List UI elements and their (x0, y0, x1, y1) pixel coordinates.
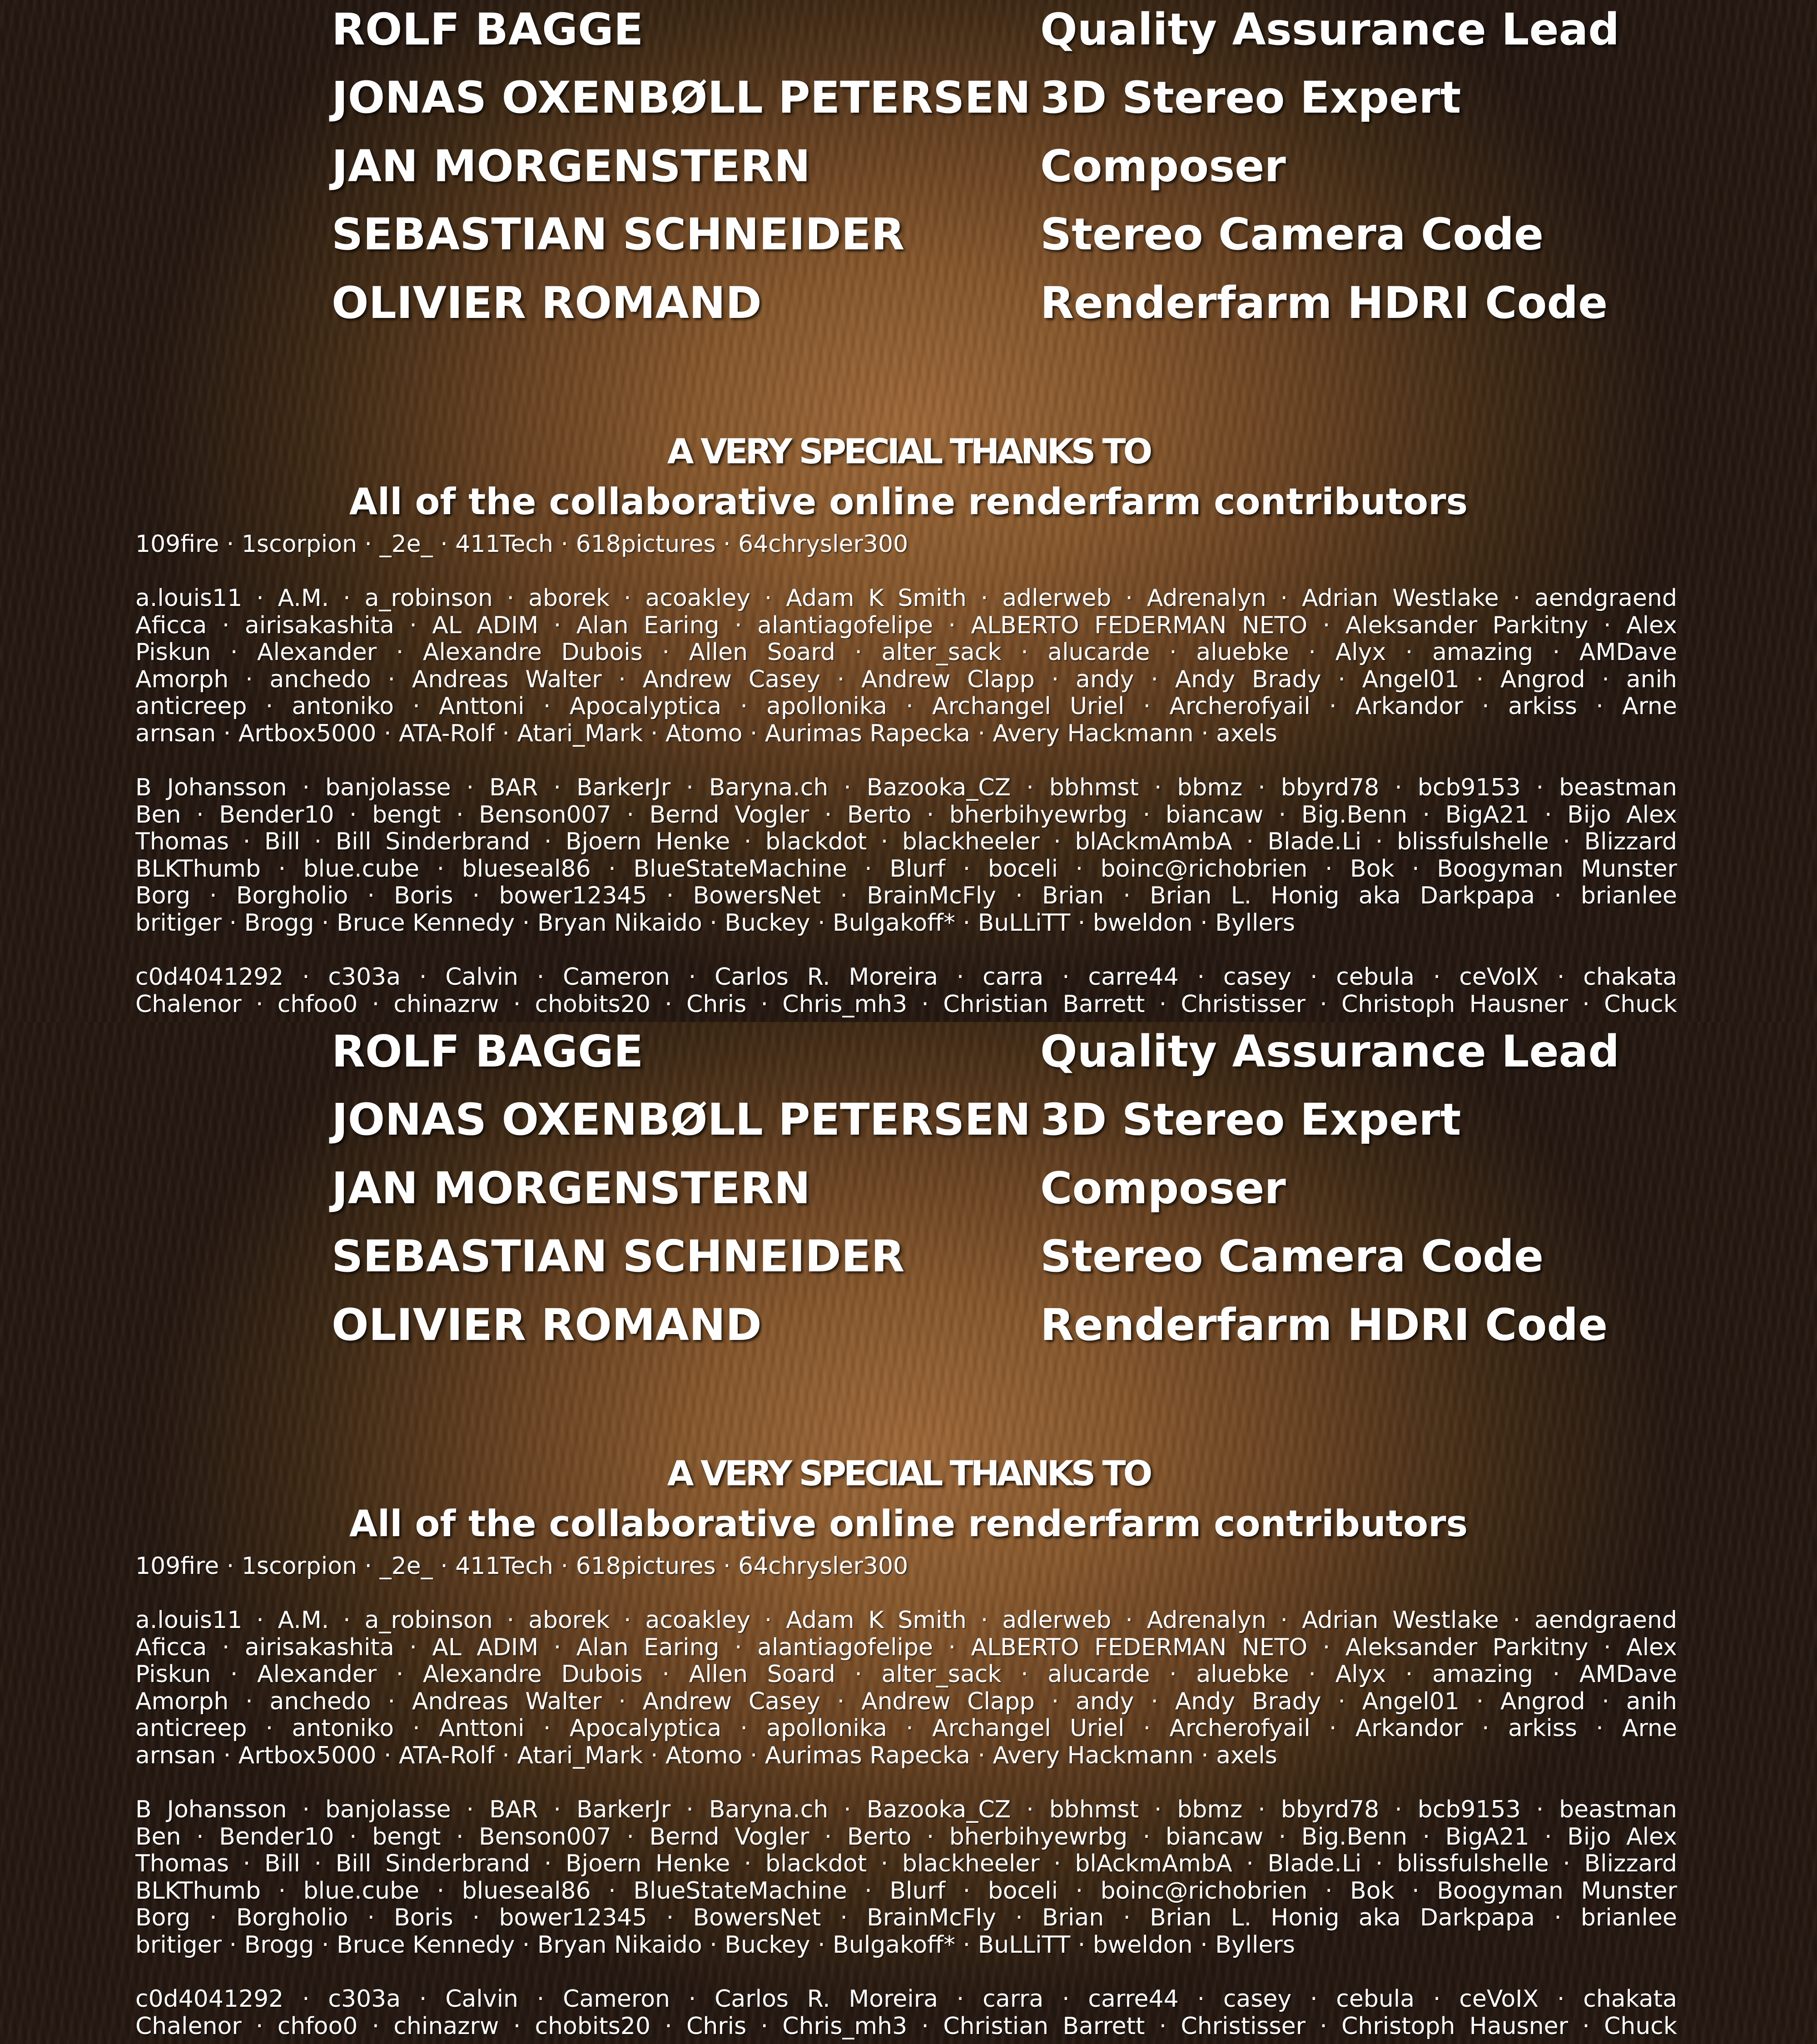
contributor-line: Borg · Borgholio · Boris · bower12345 · BowersNet · BrainMcFly · Brian · Brian L. Honig aka Darkpapa · brianlee (135, 1905, 1677, 1932)
contributor-line: a.louis11 · A.M. · a_robinson · aborek · acoakley · Adam K Smith · adlerweb · Adrenalyn · Adrian Westlake · aendgraend (135, 1607, 1677, 1634)
credit-role: Renderfarm HDRI Code (1040, 273, 1608, 332)
credit-name: JAN MORGENSTERN (332, 1159, 810, 1218)
contributor-line: Aficca · airisakashita · AL ADIM · Alan Earing · alantiagofelipe · ALBERTO FEDERMAN NETO · Aleksander Parkitny · Alex (135, 1634, 1677, 1662)
contributor-line: Piskun · Alexander · Alexandre Dubois · Allen Soard · alter_sack · alucarde · aluebke · Alyx · amazing · AMDave (135, 639, 1677, 666)
contributor-line: Ben · Bender10 · bengt · Benson007 · Bernd Vogler · Berto · bherbihyewrbg · biancaw · Big.Benn · BigA21 · Bijo Alex (135, 802, 1677, 829)
contributor-line: arnsan · Artbox5000 · ATA-Rolf · Atari_Mark · Atomo · Aurimas Rapecka · Avery Hackmann · axels (135, 720, 1677, 748)
contributor-line: Chalenor · chfoo0 · chinazrw · chobits20 · Chris · Chris_mh3 · Christian Barrett · Christisser · Christoph Hausner · Chuck (135, 991, 1677, 1018)
credit-role: Composer (1040, 1159, 1286, 1218)
credit-name: SEBASTIAN SCHNEIDER (332, 1227, 904, 1286)
credit-role: Stereo Camera Code (1040, 205, 1544, 264)
contributor-line: Borg · Borgholio · Boris · bower12345 · BowersNet · BrainMcFly · Brian · Brian L. Honig aka Darkpapa · brianlee (135, 883, 1677, 910)
contributor-line: anticreep · antoniko · Anttoni · Apocalyptica · apollonika · Archangel Uriel · Archerofyail · Arkandor · arkiss · Arne (135, 1715, 1677, 1742)
credit-role: 3D Stereo Expert (1040, 68, 1461, 127)
contributor-line: arnsan · Artbox5000 · ATA-Rolf · Atari_Mark · Atomo · Aurimas Rapecka · Avery Hackmann · axels (135, 1742, 1677, 1770)
contributor-line: a.louis11 · A.M. · a_robinson · aborek · acoakley · Adam K Smith · adlerweb · Adrenalyn · Adrian Westlake · aendgraend (135, 585, 1677, 612)
contributor-line: 109fire · 1scorpion · _2e_ · 411Tech · 618pictures · 64chrysler300 (135, 1553, 1677, 1580)
credit-name: OLIVIER ROMAND (332, 273, 762, 332)
special-thanks-subheading: All of the collaborative online renderfarm contributors (0, 1499, 1817, 1549)
contributor-line: Thomas · Bill · Bill Sinderbrand · Bjoern Henke · blackdot · blackheeler · blAckmAmbA · Blade.Li · blissfulshelle · Blizzard (135, 1851, 1677, 1878)
contributor-line: britiger · Brogg · Bruce Kennedy · Bryan Nikaido · Buckey · Bulgakoff* · BuLLiTT · bweldon · Byllers (135, 1932, 1677, 1959)
contributor-line: anticreep · antoniko · Anttoni · Apocalyptica · apollonika · Archangel Uriel · Archerofyail · Arkandor · arkiss · Arne (135, 693, 1677, 720)
contributor-line: c0d4041292 · c303a · Calvin · Cameron · Carlos R. Moreira · carra · carre44 · casey · cebula · ceVoIX · chakata (135, 964, 1677, 991)
credit-name: SEBASTIAN SCHNEIDER (332, 205, 904, 264)
credit-name: ROLF BAGGE (332, 1022, 643, 1081)
contributor-line: 109fire · 1scorpion · _2e_ · 411Tech · 618pictures · 64chrysler300 (135, 531, 1677, 558)
credit-role: Quality Assurance Lead (1040, 1022, 1619, 1081)
contributor-line: Aficca · airisakashita · AL ADIM · Alan Earing · alantiagofelipe · ALBERTO FEDERMAN NETO · Aleksander Parkitny · Alex (135, 612, 1677, 640)
credit-role: Stereo Camera Code (1040, 1227, 1544, 1286)
contributor-line: Ben · Bender10 · bengt · Benson007 · Bernd Vogler · Berto · bherbihyewrbg · biancaw · Big.Benn · BigA21 · Bijo Alex (135, 1824, 1677, 1851)
credit-role: 3D Stereo Expert (1040, 1090, 1461, 1149)
credit-name: OLIVIER ROMAND (332, 1295, 762, 1354)
contributor-line: Chalenor · chfoo0 · chinazrw · chobits20 · Chris · Chris_mh3 · Christian Barrett · Christisser · Christoph Hausner · Chuck (135, 2013, 1677, 2040)
contributor-line: Amorph · anchedo · Andreas Walter · Andrew Casey · Andrew Clapp · andy · Andy Brady · Angel01 · Angrod · anih (135, 1688, 1677, 1716)
contributor-line: B Johansson · banjolasse · BAR · BarkerJr · Baryna.ch · Bazooka_CZ · bbhmst · bbmz · bbyrd78 · bcb9153 · beastman (135, 1796, 1677, 1824)
contributor-line: Thomas · Bill · Bill Sinderbrand · Bjoern Henke · blackdot · blackheeler · blAckmAmbA · Blade.Li · blissfulshelle · Blizzard (135, 829, 1677, 856)
credit-role: Renderfarm HDRI Code (1040, 1295, 1608, 1354)
credit-name: JONAS OXENBØLL PETERSEN (332, 68, 1031, 127)
credit-name: JAN MORGENSTERN (332, 137, 810, 196)
credit-name: JONAS OXENBØLL PETERSEN (332, 1090, 1031, 1149)
credit-role: Quality Assurance Lead (1040, 0, 1619, 59)
contributor-line: Piskun · Alexander · Alexandre Dubois · Allen Soard · alter_sack · alucarde · aluebke · Alyx · amazing · AMDave (135, 1661, 1677, 1688)
special-thanks-heading: A VERY SPECIAL THANKS TO (0, 429, 1817, 474)
credit-name: ROLF BAGGE (332, 0, 643, 59)
contributor-line: BLKThumb · blue.cube · blueseal86 · BlueStateMachine · Blurf · boceli · boinc@richobrien · Bok · Boogyman Munster (135, 1878, 1677, 1905)
contributor-line: c0d4041292 · c303a · Calvin · Cameron · Carlos R. Moreira · carra · carre44 · casey · cebula · ceVoIX · chakata (135, 1986, 1677, 2013)
contributor-line: britiger · Brogg · Bruce Kennedy · Bryan Nikaido · Buckey · Bulgakoff* · BuLLiTT · bweldon · Byllers (135, 910, 1677, 937)
credit-role: Composer (1040, 137, 1286, 196)
contributor-line: B Johansson · banjolasse · BAR · BarkerJr · Baryna.ch · Bazooka_CZ · bbhmst · bbmz · bbyrd78 · bcb9153 · beastman (135, 774, 1677, 802)
special-thanks-subheading: All of the collaborative online renderfarm contributors (0, 477, 1817, 527)
contributor-line: Amorph · anchedo · Andreas Walter · Andrew Casey · Andrew Clapp · andy · Andy Brady · Angel01 · Angrod · anih (135, 666, 1677, 694)
special-thanks-heading: A VERY SPECIAL THANKS TO (0, 1451, 1817, 1496)
contributor-line: BLKThumb · blue.cube · blueseal86 · BlueStateMachine · Blurf · boceli · boinc@richobrien · Bok · Boogyman Munster (135, 856, 1677, 883)
